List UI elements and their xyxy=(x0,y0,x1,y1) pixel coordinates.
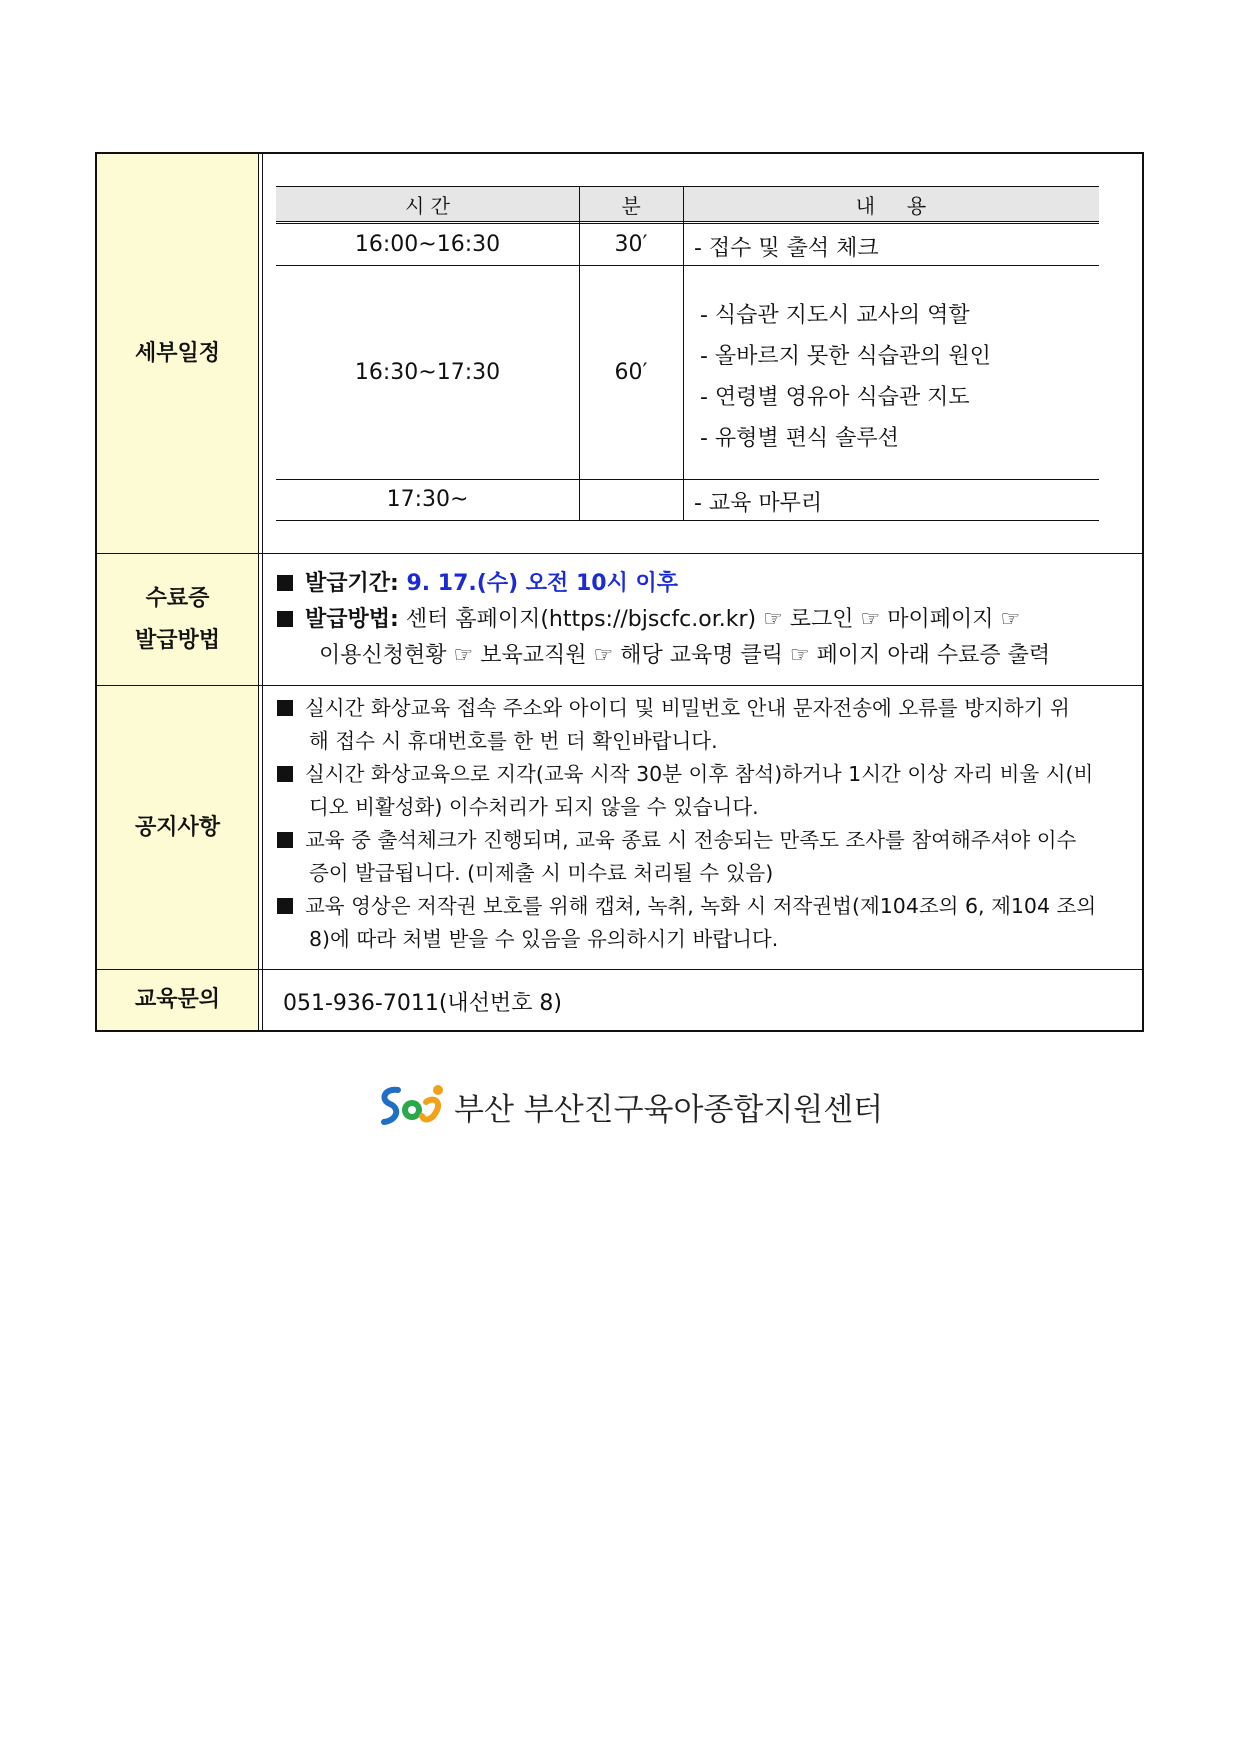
center-logo-icon xyxy=(376,1082,446,1130)
notice-text: 교육 영상은 저작권 보호를 위해 캡쳐, 녹취, 녹화 시 저작권법(제104조의 6, 제104 조의 xyxy=(305,894,1097,918)
period-colon: : xyxy=(390,571,407,596)
table-rule xyxy=(276,520,1099,521)
certificate-content xyxy=(263,554,1142,685)
certificate-row xyxy=(97,554,1142,686)
info-table xyxy=(95,152,1144,1032)
period-value: 9. 17.(수) 오전 10시 이후 xyxy=(406,571,678,596)
schedule-content xyxy=(263,154,1142,553)
notice-text: 증이 발급됩니다. (미제출 시 미수료 처리될 수 있음) xyxy=(309,861,774,885)
row2-item: - 연령별 영유아 식습관 지도 xyxy=(700,385,970,410)
schedule-label xyxy=(97,154,258,553)
notice-text: 교육 중 출석체크가 진행되며, 교육 종료 시 전송되는 만족도 조사를 참여해주셔야 이수 xyxy=(305,828,1077,852)
row2-minutes: 60′ xyxy=(614,359,648,385)
row2-item: - 식습관 지도시 교사의 역할 xyxy=(700,303,970,328)
notice-text: 디오 비활성화) 이수처리가 되지 않을 수 있습니다. xyxy=(309,795,759,819)
notice-text: 실시간 화상교육으로 지각(교육 시작 30분 이후 참석)하거나 1시간 이상 자리 비울 시(비 xyxy=(305,762,1094,786)
period-label: 발급기간 xyxy=(305,571,391,596)
header-content: 내 용 xyxy=(855,193,927,218)
square-bullet-icon xyxy=(277,575,293,591)
header-minutes: 분 xyxy=(621,193,641,218)
footer-org-name: 부산 부산진구육아종합지원센터 xyxy=(454,1091,884,1128)
certificate-label-line2: 발급방법 xyxy=(134,627,220,653)
inquiry-row xyxy=(97,970,1142,1030)
inquiry-value: 051-936-7011(내선번호 8) xyxy=(283,991,563,1016)
table-rule xyxy=(683,186,684,520)
footer xyxy=(376,1082,883,1130)
notice-item xyxy=(277,890,1132,956)
square-bullet-icon xyxy=(277,611,293,627)
square-bullet-icon xyxy=(277,832,293,848)
notice-item xyxy=(277,692,1132,758)
square-bullet-icon xyxy=(277,766,293,782)
notice-row xyxy=(97,686,1142,970)
method-colon: : xyxy=(390,607,399,632)
notice-item xyxy=(277,824,1132,890)
header-time: 시 간 xyxy=(405,193,450,218)
notice-label xyxy=(97,686,258,969)
certificate-label xyxy=(97,554,258,685)
row2-time: 16:30~17:30 xyxy=(354,359,501,385)
schedule-label-text: 세부일정 xyxy=(134,340,220,366)
row1-item: - 접수 및 출석 체크 xyxy=(694,236,879,261)
notice-text: 8)에 따라 처벌 받을 수 있음을 유의하시기 바랍니다. xyxy=(309,927,779,951)
row3-item: - 교육 마무리 xyxy=(694,491,823,516)
method-line xyxy=(277,602,1020,633)
notice-text: 실시간 화상교육 접속 주소와 아이디 및 비밀번호 안내 문자전송에 오류를 방지하기 위 xyxy=(305,696,1070,720)
method-line2: 이용신청현황 ☞ 보육교직원 ☞ 해당 교육명 클릭 ☞ 페이지 아래 수료증 출력 xyxy=(319,643,1051,668)
notice-text: 해 접수 시 휴대번호를 한 번 더 확인바랍니다. xyxy=(309,729,718,753)
notice-content xyxy=(263,686,1142,969)
square-bullet-icon xyxy=(277,898,293,914)
square-bullet-icon xyxy=(277,700,293,716)
row1-time: 16:00~16:30 xyxy=(354,232,501,257)
method-label: 발급방법 xyxy=(305,607,391,632)
inquiry-content xyxy=(263,970,1142,1030)
row3-minutes xyxy=(579,479,683,520)
inquiry-label xyxy=(97,970,258,1030)
row2-item: - 유형별 편식 솔루션 xyxy=(700,426,899,451)
certificate-label-line1: 수료증 xyxy=(145,585,210,611)
method-line1: 센터 홈페이지(https://bjscfc.or.kr) ☞ 로그인 ☞ 마이페이지 ☞ xyxy=(398,607,1021,632)
notice-item xyxy=(277,758,1132,824)
row3-time: 17:30~ xyxy=(386,487,469,512)
schedule-row xyxy=(97,154,1142,554)
row1-minutes: 30′ xyxy=(614,232,648,257)
period-line xyxy=(277,566,678,597)
row2-item: - 올바르지 못한 식습관의 원인 xyxy=(700,344,991,369)
notice-label-text: 공지사항 xyxy=(134,814,220,840)
inquiry-label-text: 교육문의 xyxy=(134,987,220,1012)
